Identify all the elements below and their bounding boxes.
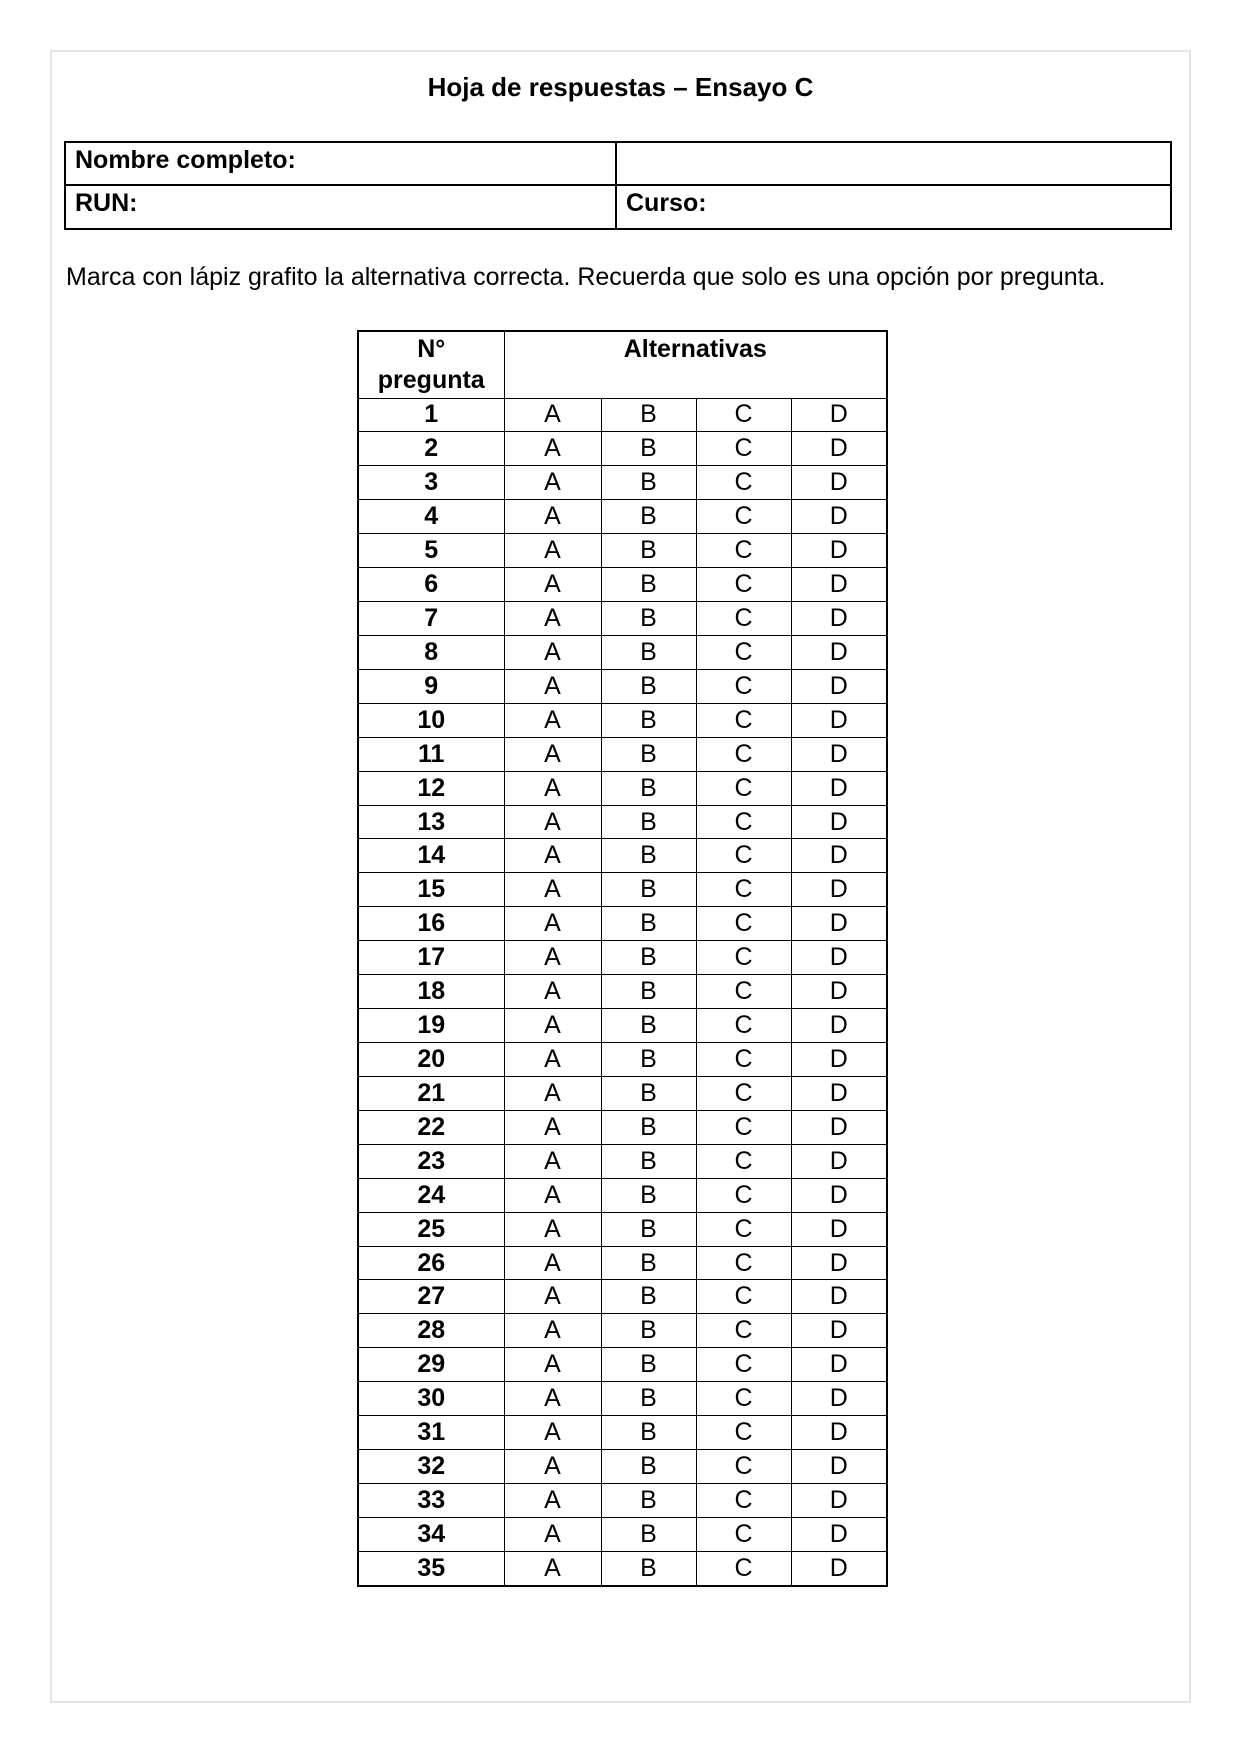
option-cell-d: D bbox=[791, 907, 887, 941]
option-cell-b: B bbox=[601, 1246, 696, 1280]
question-number: 1 bbox=[358, 398, 504, 432]
option-cell-d: D bbox=[791, 1076, 887, 1110]
question-number: 3 bbox=[358, 466, 504, 500]
option-cell-d: D bbox=[791, 500, 887, 534]
option-cell-b: B bbox=[601, 1314, 696, 1348]
option-cell-d: D bbox=[791, 737, 887, 771]
question-number: 10 bbox=[358, 703, 504, 737]
option-cell-a: A bbox=[504, 500, 601, 534]
option-cell-d: D bbox=[791, 1416, 887, 1450]
answer-row bbox=[358, 1517, 887, 1551]
question-number: 16 bbox=[358, 907, 504, 941]
option-cell-d: D bbox=[791, 1246, 887, 1280]
option-cell-d: D bbox=[791, 534, 887, 568]
option-cell-c: C bbox=[696, 534, 791, 568]
option-cell-b: B bbox=[601, 1484, 696, 1518]
page-title: Hoja de respuestas – Ensayo C bbox=[427, 72, 814, 102]
option-cell-d: D bbox=[791, 568, 887, 602]
answer-row bbox=[358, 737, 887, 771]
option-cell-c: C bbox=[696, 669, 791, 703]
option-cell-c: C bbox=[696, 771, 791, 805]
question-number: 12 bbox=[358, 771, 504, 805]
option-cell-c: C bbox=[696, 1416, 791, 1450]
option-cell-d: D bbox=[791, 873, 887, 907]
question-number: 14 bbox=[358, 839, 504, 873]
question-number-header-line1: N° bbox=[417, 335, 446, 363]
option-cell-b: B bbox=[601, 941, 696, 975]
option-cell-d: D bbox=[791, 1348, 887, 1382]
answer-row bbox=[358, 1382, 887, 1416]
question-number-header bbox=[358, 331, 504, 398]
option-cell-b: B bbox=[601, 398, 696, 432]
option-cell-a: A bbox=[504, 1178, 601, 1212]
option-cell-d: D bbox=[791, 1450, 887, 1484]
option-cell-a: A bbox=[504, 1009, 601, 1043]
option-cell-b: B bbox=[601, 1178, 696, 1212]
question-number: 2 bbox=[358, 432, 504, 466]
option-cell-c: C bbox=[696, 1076, 791, 1110]
option-cell-a: A bbox=[504, 1450, 601, 1484]
option-cell-a: A bbox=[504, 737, 601, 771]
question-number: 18 bbox=[358, 975, 504, 1009]
option-cell-b: B bbox=[601, 669, 696, 703]
option-cell-b: B bbox=[601, 635, 696, 669]
option-cell-b: B bbox=[601, 1043, 696, 1077]
option-cell-d: D bbox=[791, 1110, 887, 1144]
option-cell-d: D bbox=[791, 1382, 887, 1416]
option-cell-d: D bbox=[791, 1009, 887, 1043]
question-number: 34 bbox=[358, 1517, 504, 1551]
option-cell-a: A bbox=[504, 602, 601, 636]
question-number: 23 bbox=[358, 1144, 504, 1178]
option-cell-c: C bbox=[696, 703, 791, 737]
answer-table bbox=[357, 330, 888, 1587]
option-cell-b: B bbox=[601, 1382, 696, 1416]
option-cell-a: A bbox=[504, 975, 601, 1009]
option-cell-b: B bbox=[601, 534, 696, 568]
option-cell-c: C bbox=[696, 1110, 791, 1144]
option-cell-b: B bbox=[601, 1110, 696, 1144]
option-cell-c: C bbox=[696, 1043, 791, 1077]
question-number: 20 bbox=[358, 1043, 504, 1077]
answer-row bbox=[358, 1076, 887, 1110]
option-cell-c: C bbox=[696, 398, 791, 432]
option-cell-b: B bbox=[601, 805, 696, 839]
question-number: 30 bbox=[358, 1382, 504, 1416]
answer-row bbox=[358, 635, 887, 669]
option-cell-b: B bbox=[601, 1009, 696, 1043]
answer-row bbox=[358, 1009, 887, 1043]
option-cell-a: A bbox=[504, 1144, 601, 1178]
question-number: 24 bbox=[358, 1178, 504, 1212]
option-cell-c: C bbox=[696, 1178, 791, 1212]
answer-row bbox=[358, 568, 887, 602]
option-cell-c: C bbox=[696, 568, 791, 602]
option-cell-a: A bbox=[504, 1382, 601, 1416]
option-cell-a: A bbox=[504, 1416, 601, 1450]
option-cell-b: B bbox=[601, 432, 696, 466]
question-number: 6 bbox=[358, 568, 504, 602]
answer-row bbox=[358, 669, 887, 703]
option-cell-c: C bbox=[696, 907, 791, 941]
option-cell-c: C bbox=[696, 1246, 791, 1280]
full-name-value-cell bbox=[616, 142, 1171, 185]
answer-row bbox=[358, 839, 887, 873]
answer-row bbox=[358, 907, 887, 941]
question-number: 21 bbox=[358, 1076, 504, 1110]
answer-row bbox=[358, 1043, 887, 1077]
option-cell-b: B bbox=[601, 737, 696, 771]
option-cell-c: C bbox=[696, 1009, 791, 1043]
question-number: 27 bbox=[358, 1280, 504, 1314]
instruction-text: Marca con lápiz grafito la alternativa correcta. Recuerda que solo es una opción por pregunta. bbox=[66, 263, 1106, 291]
answer-row bbox=[358, 1484, 887, 1518]
answer-table-header-row bbox=[358, 331, 887, 398]
option-cell-a: A bbox=[504, 1314, 601, 1348]
option-cell-d: D bbox=[791, 669, 887, 703]
option-cell-b: B bbox=[601, 1144, 696, 1178]
option-cell-a: A bbox=[504, 1484, 601, 1518]
option-cell-d: D bbox=[791, 602, 887, 636]
option-cell-d: D bbox=[791, 1043, 887, 1077]
answer-row bbox=[358, 873, 887, 907]
option-cell-b: B bbox=[601, 771, 696, 805]
answer-row bbox=[358, 1348, 887, 1382]
option-cell-c: C bbox=[696, 1382, 791, 1416]
question-number: 29 bbox=[358, 1348, 504, 1382]
question-number: 17 bbox=[358, 941, 504, 975]
question-number: 19 bbox=[358, 1009, 504, 1043]
option-cell-d: D bbox=[791, 398, 887, 432]
option-cell-b: B bbox=[601, 466, 696, 500]
option-cell-d: D bbox=[791, 771, 887, 805]
question-number: 7 bbox=[358, 602, 504, 636]
option-cell-b: B bbox=[601, 975, 696, 1009]
option-cell-c: C bbox=[696, 975, 791, 1009]
question-number: 9 bbox=[358, 669, 504, 703]
option-cell-d: D bbox=[791, 1484, 887, 1518]
option-cell-a: A bbox=[504, 669, 601, 703]
option-cell-c: C bbox=[696, 1517, 791, 1551]
option-cell-a: A bbox=[504, 635, 601, 669]
answer-row bbox=[358, 771, 887, 805]
option-cell-a: A bbox=[504, 1110, 601, 1144]
answer-row bbox=[358, 1178, 887, 1212]
option-cell-c: C bbox=[696, 602, 791, 636]
option-cell-d: D bbox=[791, 839, 887, 873]
option-cell-d: D bbox=[791, 1314, 887, 1348]
answer-row bbox=[358, 432, 887, 466]
option-cell-c: C bbox=[696, 635, 791, 669]
answer-row bbox=[358, 500, 887, 534]
option-cell-c: C bbox=[696, 1551, 791, 1586]
option-cell-c: C bbox=[696, 500, 791, 534]
option-cell-a: A bbox=[504, 1246, 601, 1280]
option-cell-a: A bbox=[504, 1348, 601, 1382]
option-cell-d: D bbox=[791, 1517, 887, 1551]
answer-row bbox=[358, 1314, 887, 1348]
option-cell-b: B bbox=[601, 1416, 696, 1450]
option-cell-a: A bbox=[504, 703, 601, 737]
option-cell-b: B bbox=[601, 500, 696, 534]
option-cell-b: B bbox=[601, 1450, 696, 1484]
option-cell-b: B bbox=[601, 873, 696, 907]
option-cell-a: A bbox=[504, 873, 601, 907]
answer-row bbox=[358, 1280, 887, 1314]
option-cell-c: C bbox=[696, 1314, 791, 1348]
answer-row bbox=[358, 534, 887, 568]
option-cell-a: A bbox=[504, 432, 601, 466]
option-cell-b: B bbox=[601, 703, 696, 737]
option-cell-a: A bbox=[504, 907, 601, 941]
question-number: 28 bbox=[358, 1314, 504, 1348]
option-cell-a: A bbox=[504, 534, 601, 568]
option-cell-d: D bbox=[791, 941, 887, 975]
option-cell-b: B bbox=[601, 1517, 696, 1551]
option-cell-a: A bbox=[504, 568, 601, 602]
option-cell-a: A bbox=[504, 1517, 601, 1551]
option-cell-d: D bbox=[791, 432, 887, 466]
option-cell-b: B bbox=[601, 1551, 696, 1586]
option-cell-a: A bbox=[504, 805, 601, 839]
option-cell-b: B bbox=[601, 839, 696, 873]
option-cell-b: B bbox=[601, 907, 696, 941]
question-number: 31 bbox=[358, 1416, 504, 1450]
answer-row bbox=[358, 1144, 887, 1178]
option-cell-a: A bbox=[504, 1551, 601, 1586]
option-cell-a: A bbox=[504, 1280, 601, 1314]
option-cell-c: C bbox=[696, 1144, 791, 1178]
option-cell-c: C bbox=[696, 839, 791, 873]
option-cell-c: C bbox=[696, 805, 791, 839]
answer-row bbox=[358, 602, 887, 636]
option-cell-b: B bbox=[601, 1348, 696, 1382]
option-cell-c: C bbox=[696, 737, 791, 771]
option-cell-b: B bbox=[601, 1212, 696, 1246]
answer-row bbox=[358, 1212, 887, 1246]
option-cell-a: A bbox=[504, 1212, 601, 1246]
option-cell-d: D bbox=[791, 635, 887, 669]
question-number: 22 bbox=[358, 1110, 504, 1144]
answers-tbody bbox=[358, 398, 887, 1586]
option-cell-d: D bbox=[791, 1144, 887, 1178]
answer-row bbox=[358, 703, 887, 737]
question-number: 35 bbox=[358, 1551, 504, 1586]
option-cell-b: B bbox=[601, 568, 696, 602]
question-number: 4 bbox=[358, 500, 504, 534]
full-name-label: Nombre completo: bbox=[65, 142, 616, 185]
question-number: 26 bbox=[358, 1246, 504, 1280]
alternatives-header: Alternativas bbox=[504, 331, 887, 398]
curso-label: Curso: bbox=[616, 185, 1171, 229]
question-number: 33 bbox=[358, 1484, 504, 1518]
answer-row bbox=[358, 466, 887, 500]
answer-row bbox=[358, 1551, 887, 1586]
option-cell-d: D bbox=[791, 1212, 887, 1246]
option-cell-c: C bbox=[696, 466, 791, 500]
answer-row bbox=[358, 1416, 887, 1450]
question-number: 13 bbox=[358, 805, 504, 839]
option-cell-d: D bbox=[791, 1178, 887, 1212]
answer-row bbox=[358, 941, 887, 975]
option-cell-c: C bbox=[696, 1348, 791, 1382]
question-number-header-line2: pregunta bbox=[377, 366, 485, 394]
question-number: 25 bbox=[358, 1212, 504, 1246]
option-cell-a: A bbox=[504, 466, 601, 500]
question-number: 11 bbox=[358, 737, 504, 771]
answer-row bbox=[358, 1450, 887, 1484]
option-cell-a: A bbox=[504, 839, 601, 873]
option-cell-d: D bbox=[791, 975, 887, 1009]
option-cell-c: C bbox=[696, 941, 791, 975]
question-number: 5 bbox=[358, 534, 504, 568]
option-cell-d: D bbox=[791, 1280, 887, 1314]
option-cell-a: A bbox=[504, 1043, 601, 1077]
answer-row bbox=[358, 975, 887, 1009]
student-info-table bbox=[64, 141, 1172, 230]
answer-row bbox=[358, 398, 887, 432]
option-cell-d: D bbox=[791, 703, 887, 737]
question-number: 15 bbox=[358, 873, 504, 907]
option-cell-a: A bbox=[504, 771, 601, 805]
option-cell-b: B bbox=[601, 1076, 696, 1110]
option-cell-d: D bbox=[791, 466, 887, 500]
question-number: 32 bbox=[358, 1450, 504, 1484]
option-cell-c: C bbox=[696, 432, 791, 466]
question-number: 8 bbox=[358, 635, 504, 669]
run-label: RUN: bbox=[65, 185, 616, 229]
option-cell-b: B bbox=[601, 602, 696, 636]
option-cell-b: B bbox=[601, 1280, 696, 1314]
option-cell-c: C bbox=[696, 1484, 791, 1518]
option-cell-a: A bbox=[504, 941, 601, 975]
run-curso-row bbox=[65, 185, 1171, 229]
option-cell-c: C bbox=[696, 873, 791, 907]
answer-row bbox=[358, 805, 887, 839]
option-cell-c: C bbox=[696, 1212, 791, 1246]
option-cell-d: D bbox=[791, 1551, 887, 1586]
option-cell-c: C bbox=[696, 1450, 791, 1484]
answer-row bbox=[358, 1246, 887, 1280]
option-cell-a: A bbox=[504, 398, 601, 432]
full-name-row bbox=[65, 142, 1171, 185]
answer-row bbox=[358, 1110, 887, 1144]
option-cell-a: A bbox=[504, 1076, 601, 1110]
option-cell-c: C bbox=[696, 1280, 791, 1314]
option-cell-d: D bbox=[791, 805, 887, 839]
